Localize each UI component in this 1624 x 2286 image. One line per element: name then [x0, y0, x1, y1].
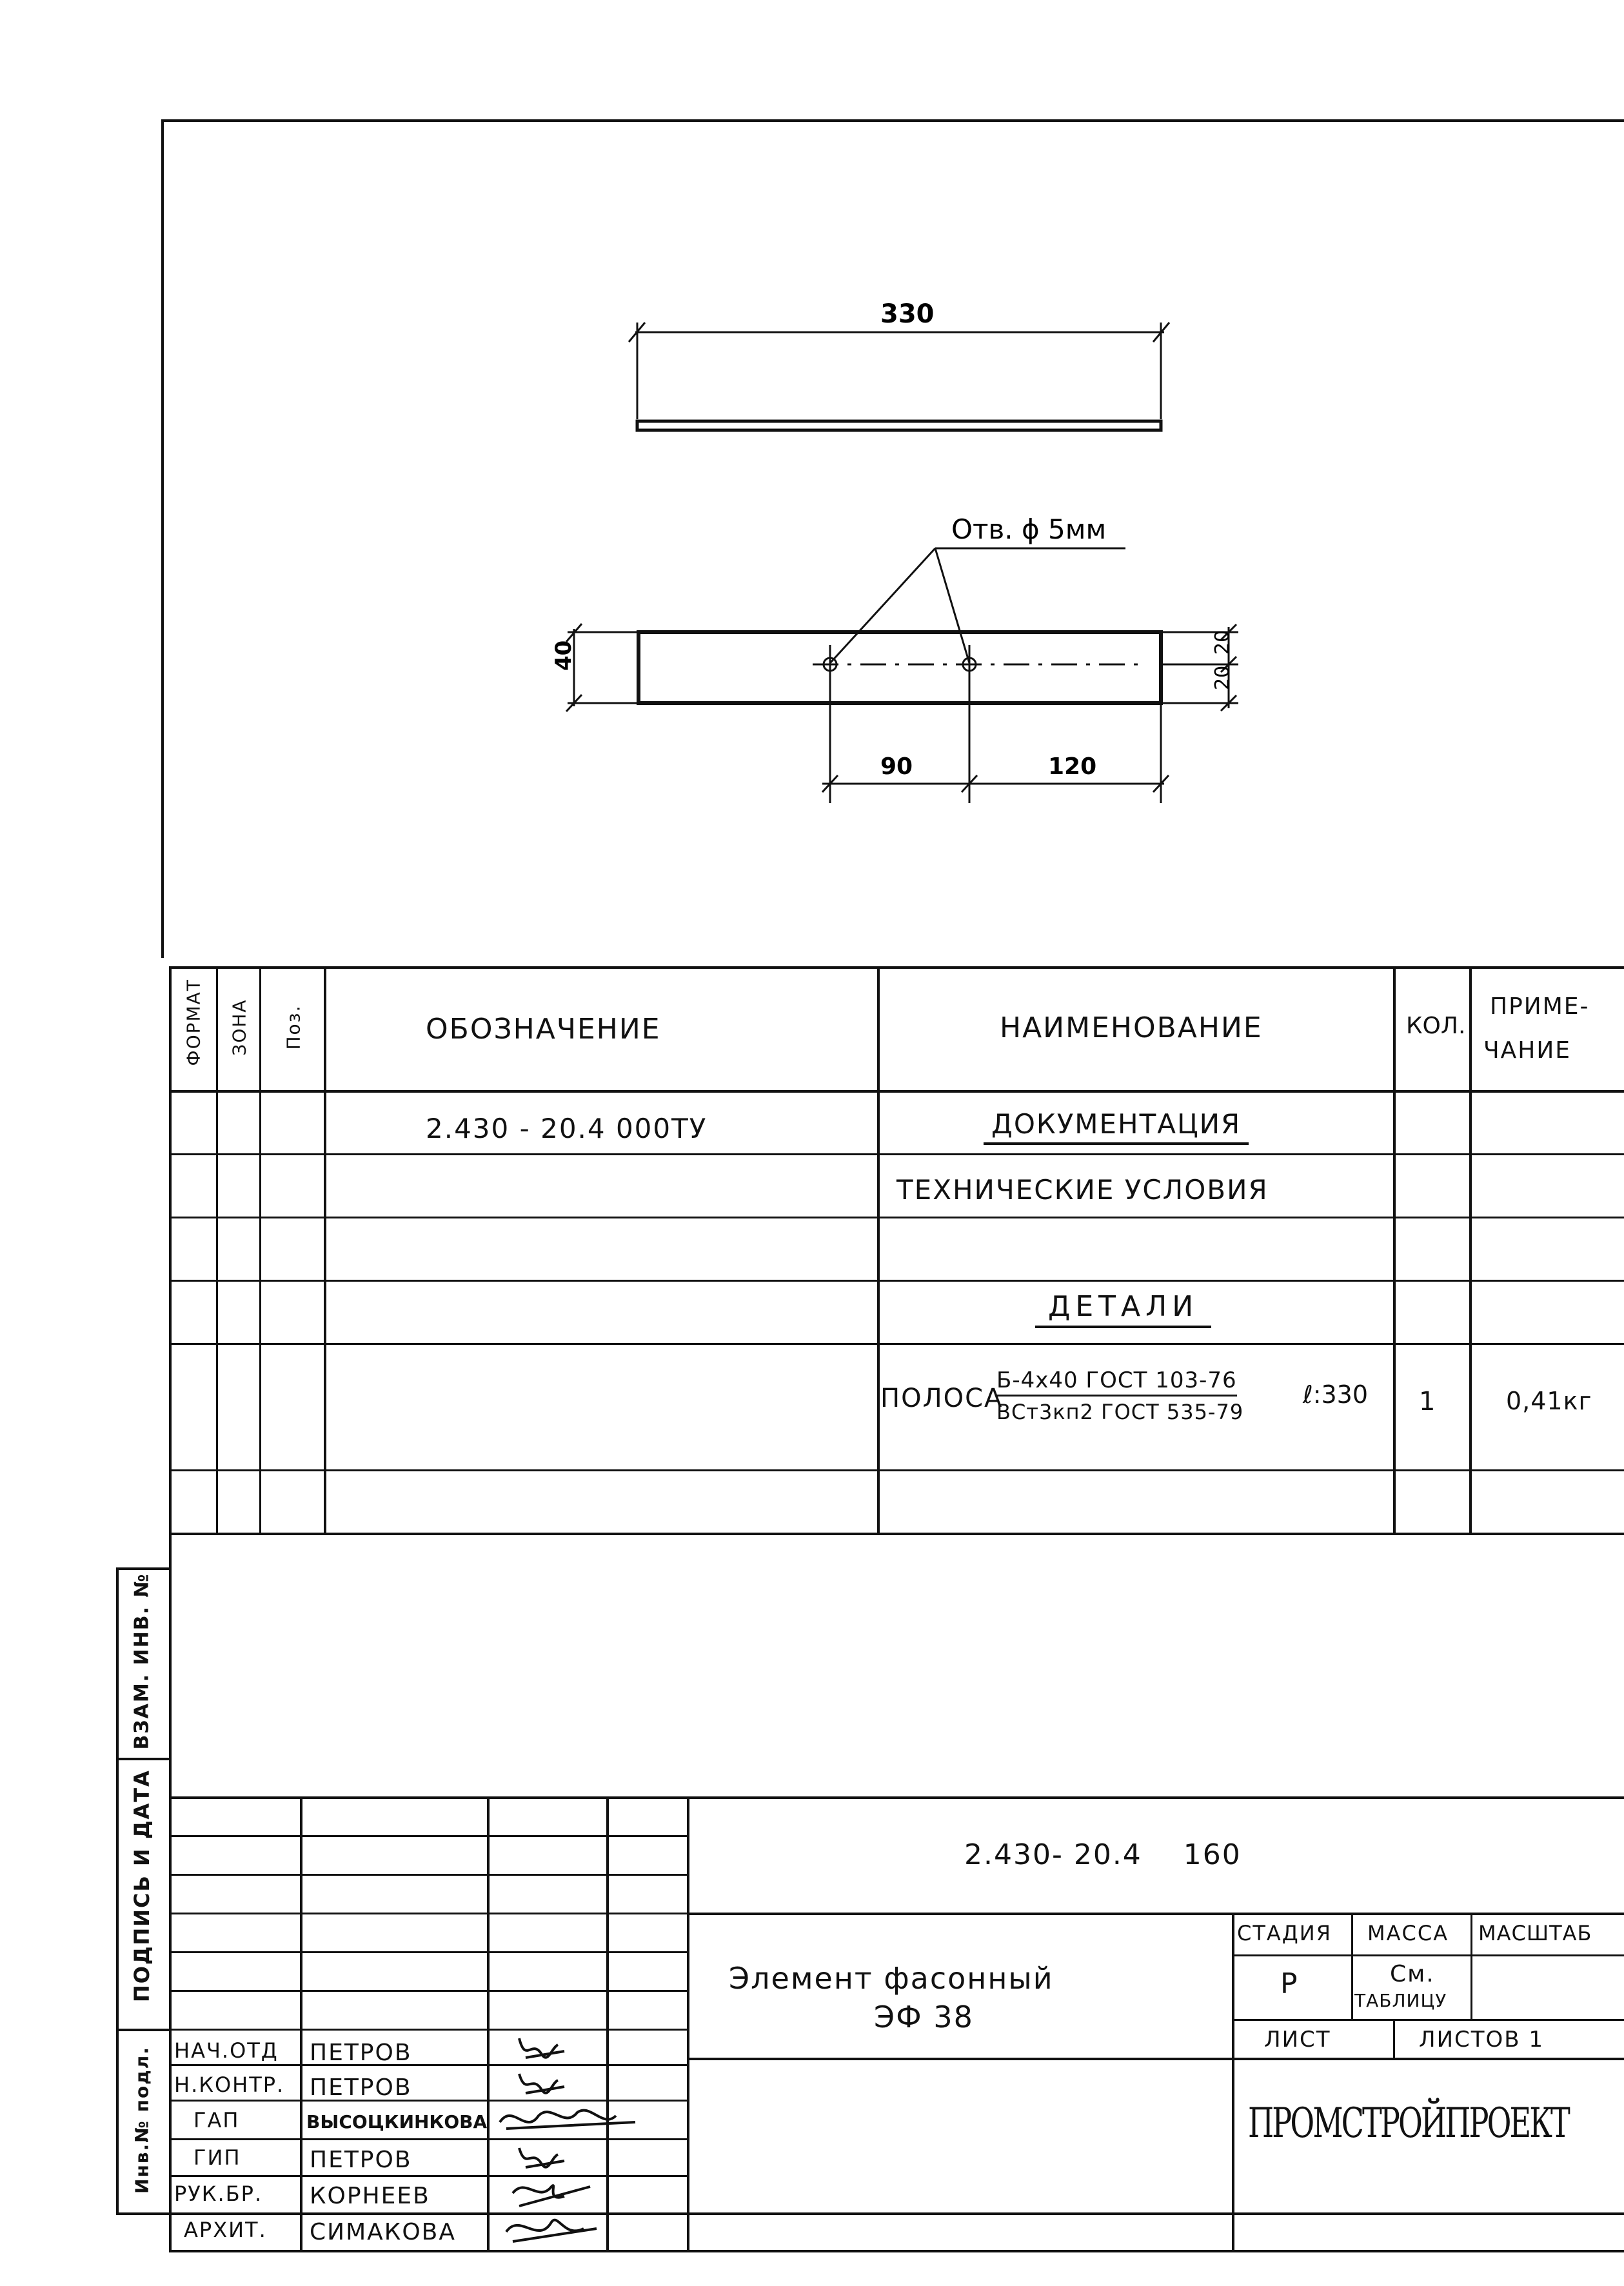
- header-zone: ЗОНА: [228, 999, 250, 1056]
- dim-hole1-label: 90: [880, 753, 913, 780]
- staff-name: ПЕТРОВ: [310, 2040, 412, 2066]
- tb-line: [687, 1913, 1624, 1915]
- organization-name: ПРОМСТРОЙПРОЕКТ: [1248, 2100, 1569, 2147]
- side-stamp-line: [116, 1567, 169, 1570]
- tb-vline: [300, 1796, 302, 2212]
- hole-note: Отв. ϕ 5мм: [951, 513, 1107, 545]
- dim-hole2-label: 120: [1048, 753, 1097, 780]
- tb-vline: [1351, 1913, 1353, 2019]
- tb-line: [687, 2058, 1624, 2060]
- header-designation: ОБОЗНАЧЕНИЕ: [426, 1013, 661, 1046]
- side-stamp-line: [116, 2212, 169, 2215]
- spec-col-line: [169, 966, 172, 1533]
- staff-role: АРХИТ.: [184, 2218, 267, 2242]
- height-dimension: [566, 624, 639, 711]
- header-note-1: ПРИМЕ-: [1490, 993, 1590, 1020]
- tb-vline: [1232, 1913, 1234, 2212]
- tb-line: [169, 1913, 687, 1914]
- spec-col-line: [216, 966, 218, 1533]
- side-stamp-line: [116, 1758, 169, 1760]
- tb-line: [169, 1835, 687, 1837]
- spec-col-line: [1393, 966, 1396, 1533]
- side-replace-inv: ВЗАМ. ИНВ. №: [130, 1573, 153, 1750]
- strip-plan-view: [639, 632, 1161, 703]
- tb-vline: [1471, 1913, 1472, 2019]
- length-dimension: [629, 323, 1169, 419]
- signature-scribble: [519, 2148, 564, 2167]
- signature-scribble: [500, 2111, 635, 2129]
- staff-role: РУК.БР.: [174, 2182, 263, 2206]
- stage-label: СТАДИЯ: [1237, 1921, 1332, 1945]
- part-length: ℓ:330: [1303, 1380, 1369, 1409]
- side-stamp-line: [116, 1567, 119, 2212]
- spec-row-line: [169, 1469, 1624, 1471]
- signature-scribble: [519, 2074, 564, 2093]
- dim-length-label: 330: [880, 299, 935, 329]
- staff-role: НАЧ.ОТД: [174, 2038, 279, 2063]
- dim-top-label: 20: [1211, 630, 1234, 655]
- tb-vline: [300, 2212, 302, 2250]
- tb-line: [169, 1951, 687, 1953]
- tb-line: [1232, 1954, 1624, 1956]
- staff-role: ГАП: [193, 2108, 240, 2132]
- strip-side-view: [637, 421, 1161, 430]
- signature-scribble: [513, 2185, 590, 2206]
- tb-vline: [687, 2212, 689, 2250]
- staff-name: СИМАКОВА: [310, 2219, 456, 2245]
- part-prefix: ПОЛОСА: [880, 1384, 1004, 1413]
- part-material-top: Б-4х40 ГОСТ 103-76: [996, 1367, 1237, 1396]
- part-drawing: [0, 0, 1624, 955]
- dim-bottom-label: 20: [1211, 665, 1234, 690]
- side-inv-orig: Инв.№ подл.: [131, 2046, 153, 2194]
- row4-name-section: ДЕТАЛИ: [1035, 1290, 1211, 1328]
- staff-name: ПЕТРОВ: [310, 2147, 412, 2173]
- side-stamp-line: [116, 2029, 169, 2031]
- tb-vline: [169, 2212, 172, 2250]
- title-line1: Элемент фасонный: [729, 1961, 1054, 1996]
- row2-name: ТЕХНИЧЕСКИЕ УСЛОВИЯ: [896, 1174, 1269, 1206]
- tb-vline: [687, 1796, 689, 2212]
- sheets-label: ЛИСТОВ 1: [1419, 2027, 1545, 2052]
- dim-height-label: 40: [551, 640, 577, 671]
- spec-col-line: [324, 966, 326, 1533]
- staff-role: ГИП: [193, 2145, 241, 2170]
- row1-name-section: ДОКУМЕНТАЦИЯ: [984, 1108, 1249, 1145]
- header-format: ФОРМАТ: [183, 979, 204, 1066]
- signatures: [487, 2025, 680, 2251]
- sheet-label: ЛИСТ: [1264, 2027, 1331, 2052]
- staff-name: КОРНЕЕВ: [310, 2183, 430, 2209]
- tb-line: [687, 2250, 1624, 2252]
- spec-col-line: [1469, 966, 1472, 1533]
- tb-line: [169, 1990, 687, 1992]
- header-note-2: ЧАНИЕ: [1483, 1037, 1572, 1064]
- spec-row-line: [169, 1153, 1624, 1155]
- spec-col-line: [877, 966, 880, 1533]
- spec-col-line: [259, 966, 261, 1533]
- header-pos: Поз.: [282, 1004, 304, 1050]
- staff-name: ПЕТРОВ: [310, 2074, 412, 2101]
- spec-header-line: [169, 1090, 1624, 1093]
- scale-label: МАСШТАБ: [1478, 1921, 1592, 1945]
- bottom-dimensions: [822, 703, 1169, 803]
- spec-row-line: [169, 1217, 1624, 1218]
- tb-line: [1232, 2019, 1624, 2021]
- part-material-bottom: ВСт3кп2 ГОСТ 535-79: [996, 1400, 1244, 1424]
- side-stamp-line: [169, 1533, 172, 2212]
- header-qty: КОЛ.: [1406, 1013, 1466, 1039]
- spec-bottom-line: [169, 1533, 1624, 1535]
- tb-vline: [1232, 2212, 1234, 2250]
- signature-scribble: [506, 2220, 597, 2241]
- part-note: 0,41кг: [1506, 1387, 1592, 1415]
- spec-top-line: [169, 966, 1624, 969]
- signature-scribble: [519, 2038, 564, 2058]
- doc-code: 2.430- 20.4 160: [964, 1838, 1242, 1871]
- mass-value-2: ТАБЛИЦУ: [1354, 1990, 1447, 2011]
- tb-line: [169, 1796, 1624, 1799]
- tb-line: [169, 1874, 687, 1876]
- row1-designation: 2.430 - 20.4 000ТУ: [426, 1113, 708, 1144]
- title-line2: ЭФ 38: [874, 2000, 974, 2034]
- spec-row-line: [169, 1343, 1624, 1345]
- side-signature-date: ПОДПИСЬ И ДАТА: [130, 1769, 154, 2002]
- spec-row-line: [169, 1280, 1624, 1282]
- mass-label: МАССА: [1367, 1921, 1449, 1945]
- tb-vline: [1393, 2019, 1395, 2058]
- hole-leader: [830, 548, 1125, 663]
- staff-role: Н.КОНТР.: [174, 2072, 285, 2097]
- tb-line: [169, 2212, 1624, 2215]
- part-qty: 1: [1419, 1387, 1437, 1416]
- stage-value: Р: [1280, 1967, 1299, 2000]
- header-name: НАИМЕНОВАНИЕ: [1000, 1011, 1263, 1044]
- staff-name: ВЫСОЦКИНКОВА: [306, 2111, 488, 2132]
- mass-value-1: См.: [1390, 1961, 1435, 1987]
